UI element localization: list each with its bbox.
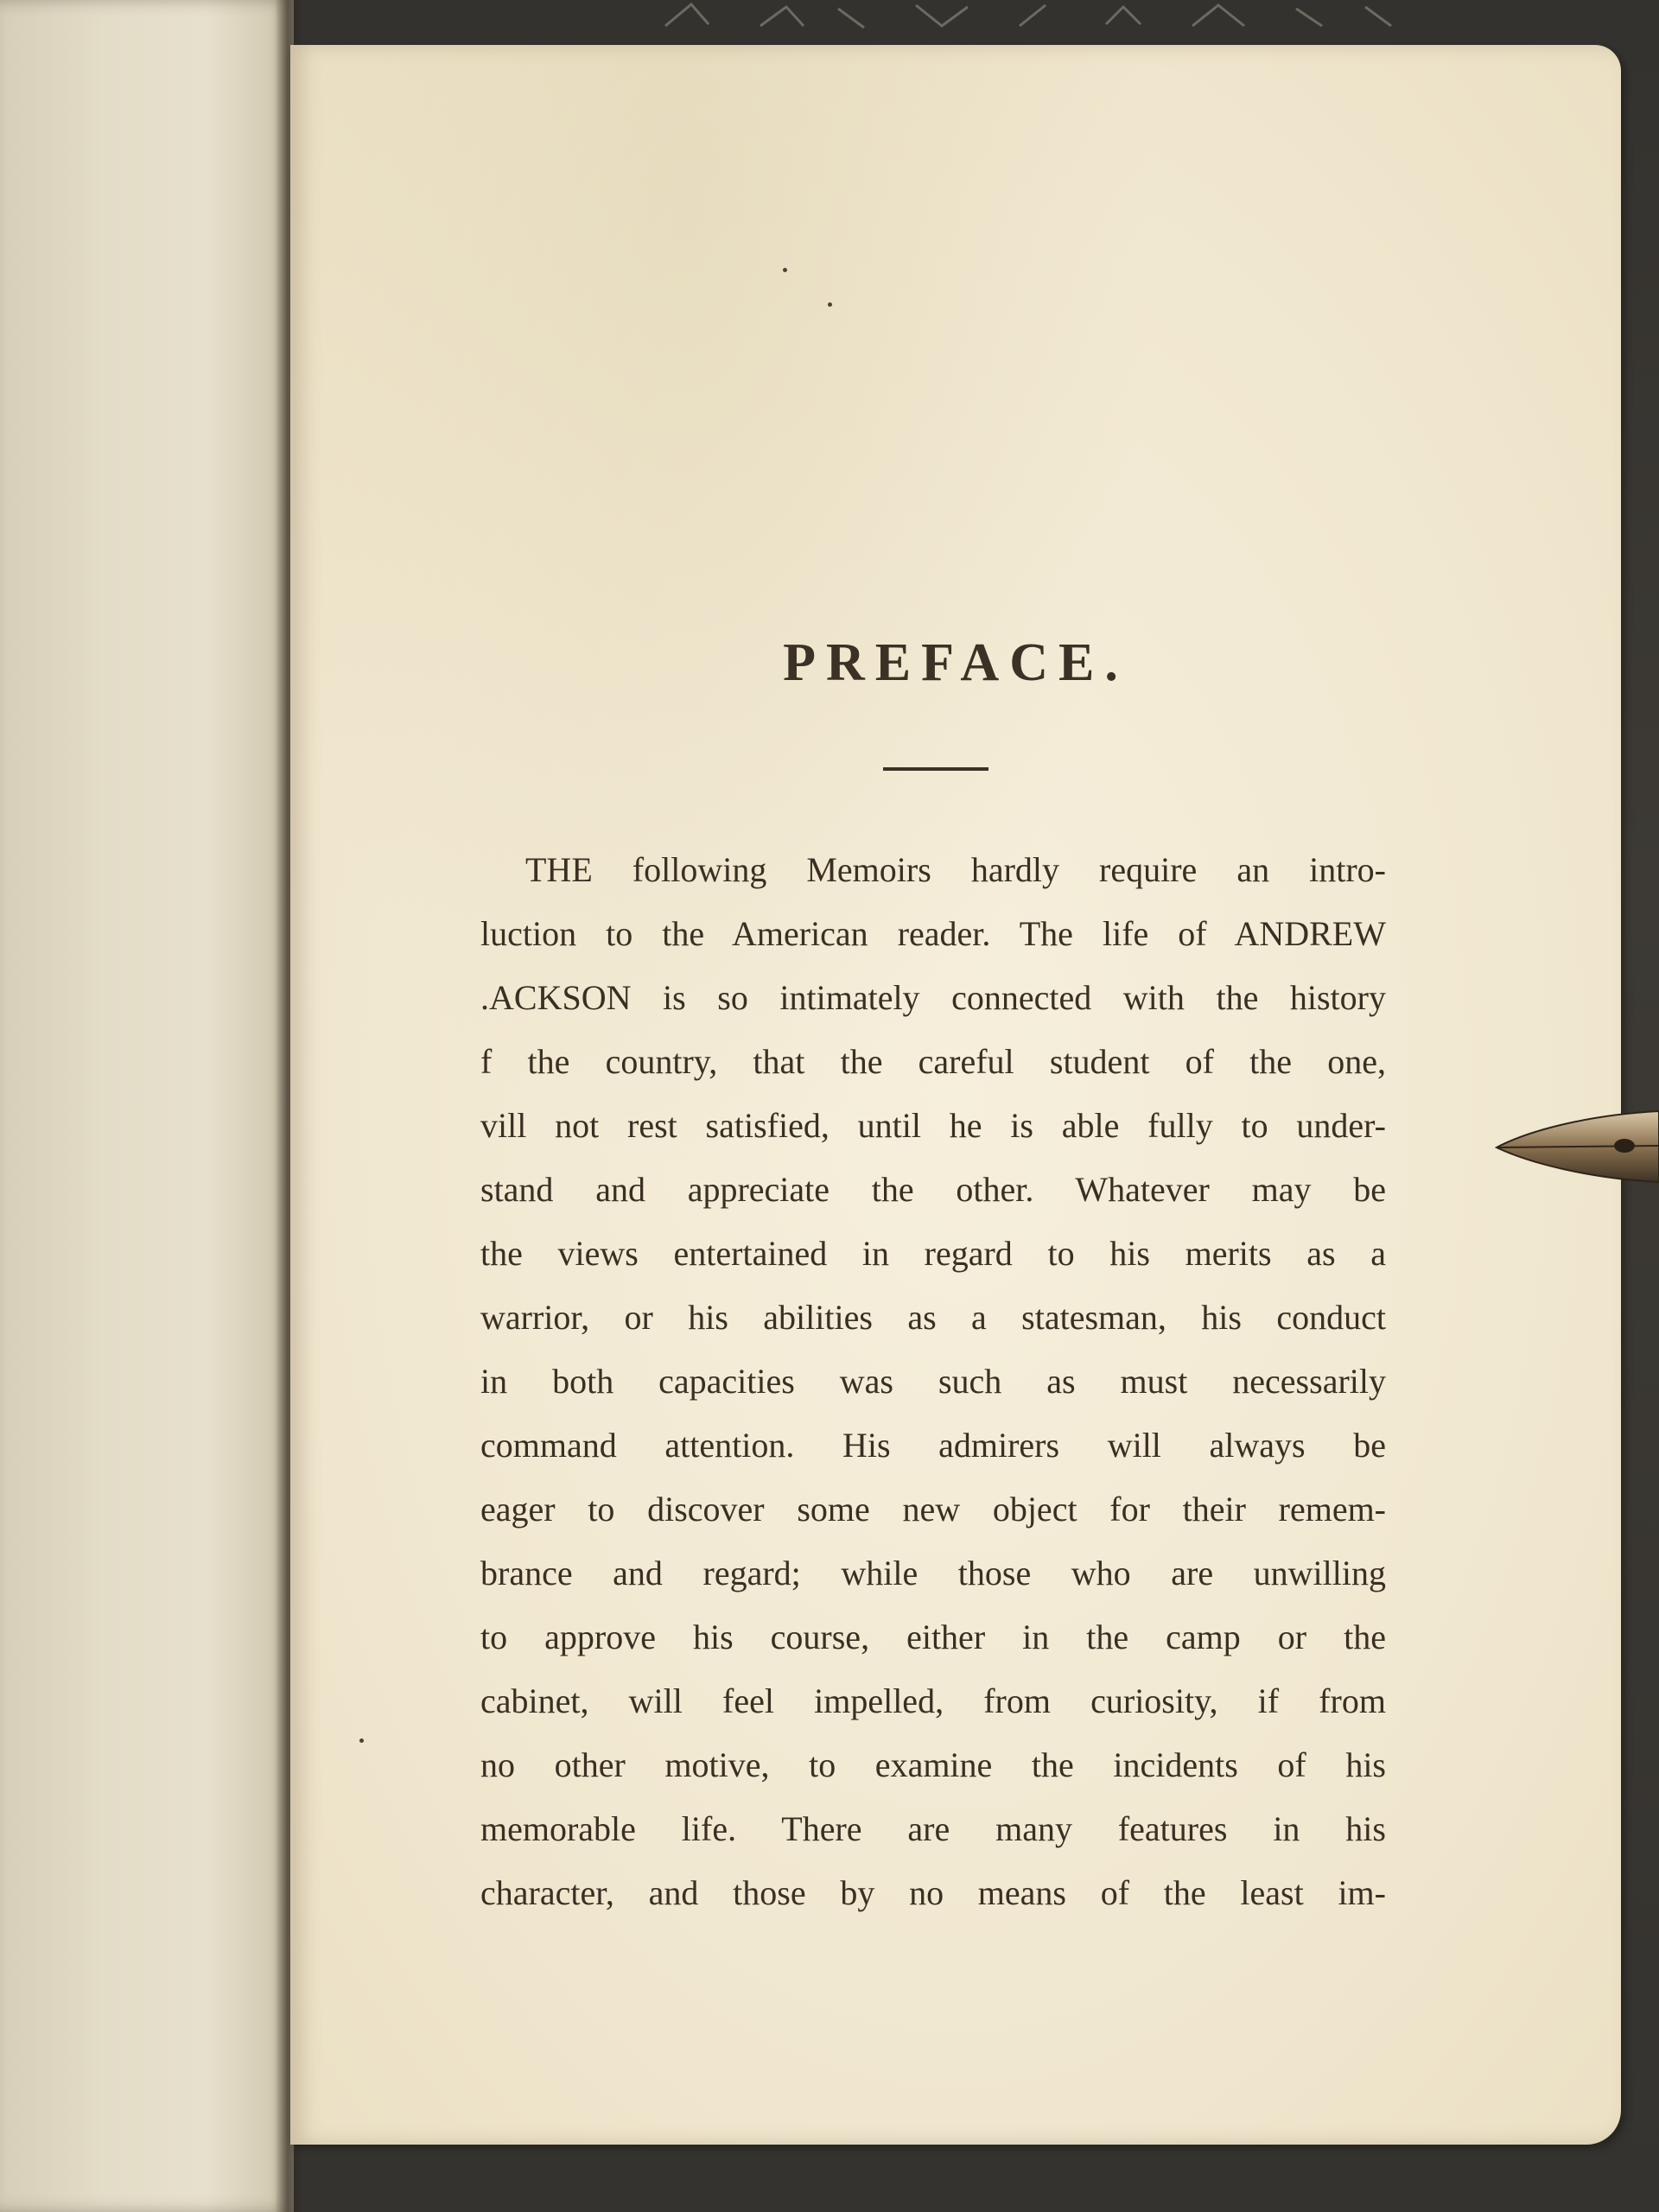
text-line: stand and appreciate the other. Whatever may be: [480, 1170, 1386, 1209]
pencil-scribble: [657, 0, 1434, 35]
text-line: luction to the American reader. The life of ANDREW: [480, 914, 1386, 953]
text-line: character, and those by no means of the least im-: [480, 1873, 1386, 1912]
text-line: eager to discover some new object for their remem-: [480, 1490, 1386, 1529]
text-line: no other motive, to examine the incidents of his: [480, 1745, 1386, 1784]
text-line: cabinet, will feel impelled, from curiosity, if from: [480, 1681, 1386, 1720]
text-line: .ACKSON is so intimately connected with the history: [480, 978, 1386, 1017]
ink-speck: [783, 268, 787, 272]
text-line: the views entertained in regard to his merits as a: [480, 1234, 1386, 1273]
text-line: to approve his course, either in the camp or the: [480, 1618, 1386, 1656]
page-title: PREFACE.: [783, 633, 1128, 692]
left-page: [0, 0, 294, 2212]
text-line: THE following Memoirs hardly require an intro-: [525, 850, 1386, 889]
text-line: command attention. His admirers will always be: [480, 1426, 1386, 1465]
text-line: brance and regard; while those who are unwilling: [480, 1554, 1386, 1592]
preface-text: [480, 838, 1386, 1925]
text-line: f the country, that the careful student of the one,: [480, 1042, 1386, 1081]
text-line: in both capacities was such as must necessarily: [480, 1362, 1386, 1401]
text-line: warrior, or his abilities as a statesman, his conduct: [480, 1298, 1386, 1337]
ink-speck: [828, 302, 832, 307]
text-line: memorable life. There are many features in his: [480, 1809, 1386, 1848]
ink-speck: [359, 1738, 364, 1743]
pen-nib-icon: [1495, 1096, 1659, 1199]
book-page: [290, 45, 1621, 2145]
title-rule: [883, 767, 988, 771]
text-line: vill not rest satisfied, until he is able fully to under-: [480, 1106, 1386, 1145]
